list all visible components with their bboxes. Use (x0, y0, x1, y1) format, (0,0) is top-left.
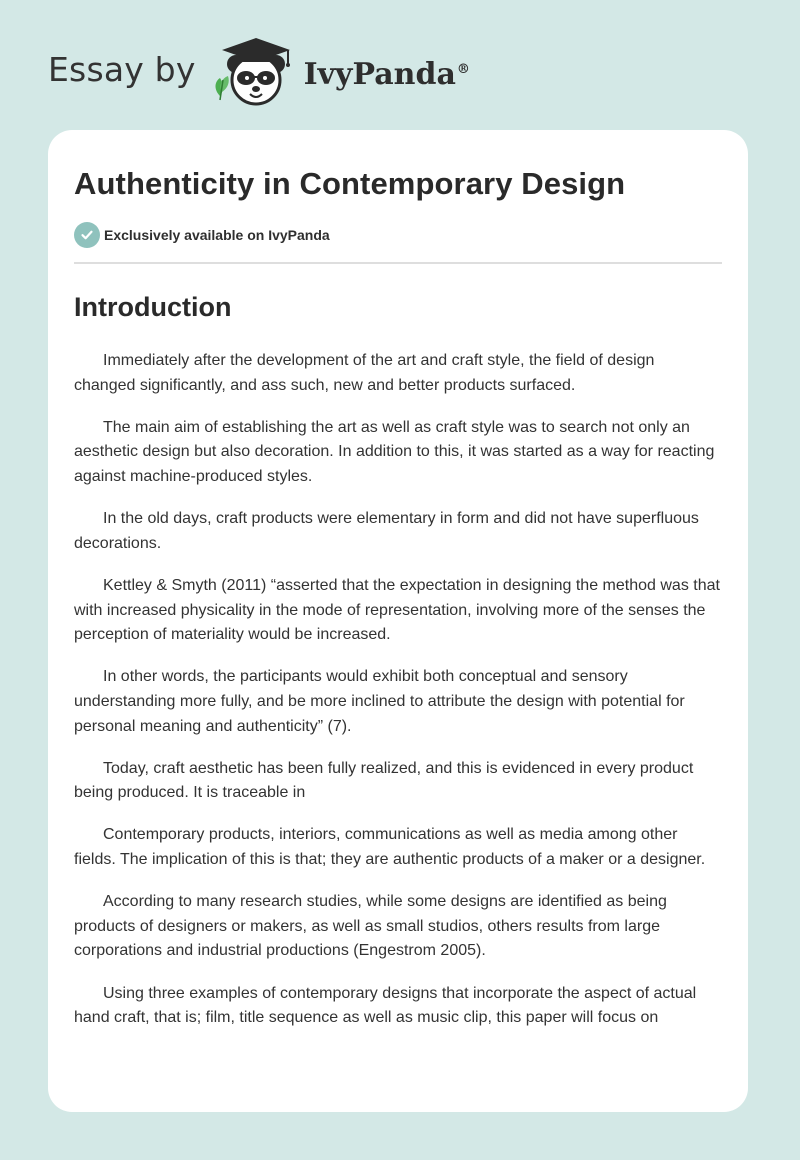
page-title: Authenticity in Contemporary Design (74, 166, 626, 201)
paragraph: In the old days, craft products were elementary in form and did not have superfluous decorations. (74, 510, 699, 552)
paragraph: Today, craft aesthetic has been fully realized, and this is evidenced in every product being produced. It is traceable in (74, 759, 694, 802)
brand-prefix: Essay by (48, 49, 196, 89)
registered-mark: ® (456, 61, 470, 77)
brand-name (304, 57, 470, 92)
paragraph: Contemporary products, interiors, communications as well as media among other fields. The implication of this is that; they are authentic products of a maker or a designer. (74, 826, 706, 869)
exclusive-badge (74, 222, 722, 248)
paragraph: The main aim of establishing the art as well as craft style was to search not only an aesthetic design but also decoration. In addition to this, it was started as a way for reacting against machine-produced styles. (74, 418, 715, 485)
check-circle-icon (74, 222, 100, 248)
site-header (0, 0, 800, 130)
panda-mascot-icon (210, 34, 302, 110)
paragraph: In other words, the participants would exhibit both conceptual and sensory understanding more fully, and be more inclined to attribute the design with potential for personal meaning and authenticity” (7). (74, 668, 685, 735)
badge-label: Exclusively available on IvyPanda (104, 227, 330, 243)
section-heading: Introduction (74, 292, 232, 322)
paragraph: According to many research studies, while some designs are identified as being products of designers or makers, as well as small studios, others results from large corporations and industrial productions (Engestrom 2005). (74, 893, 667, 960)
checkmark-icon (80, 228, 94, 242)
brand-logo[interactable] (48, 34, 470, 110)
paragraph: Immediately after the development of the art and craft style, the field of design changed significantly, and ass such, new and better products surfaced. (74, 352, 655, 394)
essay-body (74, 349, 722, 1031)
divider (74, 262, 722, 264)
paragraph: Using three examples of contemporary designs that incorporate the aspect of actual hand craft, that is; film, title sequence as well as music clip, this paper will focus on (74, 984, 697, 1027)
paragraph: Kettley & Smyth (2011) “asserted that the expectation in designing the method was that with increased physicality in the mode of representation, involving more of the senses the perception of materiality would be increased. (74, 576, 720, 644)
essay-card (48, 130, 748, 1112)
brand-name-text: IvyPanda (303, 56, 456, 92)
